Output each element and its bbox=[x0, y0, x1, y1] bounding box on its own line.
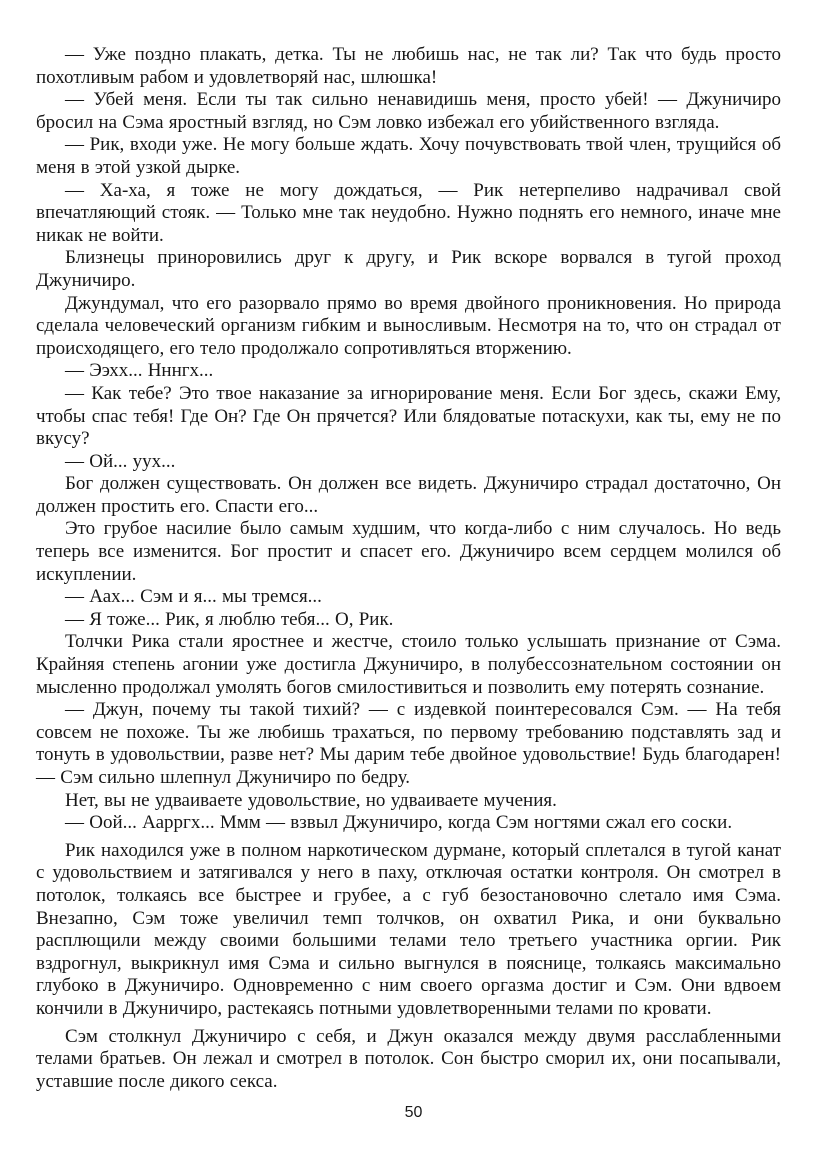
paragraph: — Уже поздно плакать, детка. Ты не любишь нас, не так ли? Так что будь просто похотливым рабом и удовлетворяй нас, шлюшка! bbox=[36, 44, 781, 88]
paragraph: — Как тебе? Это твое наказание за игнорирование меня. Если Бог здесь, скажи Ему, чтобы спас тебя! Где Он? Где Он прячется? Или блядоватые потаскухи, как ты, ему не по вкусу? bbox=[36, 382, 781, 450]
paragraph: Сэм столкнул Джуничиро с себя, и Джун оказался между двумя расслабленными телами братьев. Он лежал и смотрел в потолок. Сон быстро сморил их, они посапывали, уставшие после дикого секса. bbox=[36, 1025, 781, 1092]
paragraph: — Ой... уух... bbox=[65, 450, 176, 472]
paragraph: Рик находился уже в полном наркотическом дурмане, который сплетался в тугой канат с удовольствием и затягивался у него в паху, отключая остатки контроля. Он смотрел в потолок, толкаясь все быстрее и грубее, а с губ безостановочно слетало имя Сэма. Внезапно, Сэм тоже увеличил темп толчков, он охватил Рика, и они буквально расплющили между своими большими телами тело третьего участника оргии. Рик вздрогнул, выкрикнул имя Сэма и сильно выгнулся в пояснице, толкаясь максимально глубоко в Джуничиро. Одновременно с ним своего оргазма достиг и Сэм. Они вдвоем кончили в Джуничиро, растекаясь потными удовлетворенными телами по кровати. bbox=[36, 839, 781, 1019]
paragraph: — Джун, почему ты такой тихий? — с издевкой поинтересовался Сэм. — На тебя совсем не похоже. Ты же любишь трахаться, по первому требованию подставлять зад и тонуть в удовольствии, разве нет? Мы дарим тебе двойное удовольствие! Будь благодарен! — Сэм сильно шлепнул Джуничиро по бедру. bbox=[36, 699, 781, 788]
page-number: 50 bbox=[404, 1104, 423, 1121]
paragraph: Толчки Рика стали яростнее и жестче, стоило только услышать признание от Сэма. Крайняя степень агонии уже достигла Джуничиро, в полубессознательном состоянии он мысленно продолжал умолять богов смилостивиться и позволить ему потерять сознание. bbox=[36, 631, 781, 698]
paragraph: — Убей меня. Если ты так сильно ненавидишь меня, просто убей! — Джуничиро бросил на Сэма яростный взгляд, но Сэм ловко избежал его убийственного взгляда. bbox=[36, 89, 781, 133]
paragraph: Бог должен существовать. Он должен все видеть. Джуничиро страдал достаточно, Он должен простить его. Спасти его... bbox=[36, 473, 781, 517]
paragraph: — Оой... Аарргх... Ммм — взвыл Джуничиро, когда Сэм ногтями сжал его соски. bbox=[65, 812, 733, 834]
paragraph: — Ээхх... Нннгх... bbox=[65, 360, 214, 382]
paragraph: Близнецы приноровились друг к другу, и Рик вскоре ворвался в тугой проход Джуничиро. bbox=[36, 247, 781, 291]
paragraph: — Рик, входи уже. Не могу больше ждать. Хочу почувствовать твой член, трущийся об меня в этой узкой дырке. bbox=[36, 134, 781, 178]
paragraph: Нет, вы не удваиваете удовольствие, но удваиваете мучения. bbox=[65, 789, 557, 811]
paragraph: Это грубое насилие было самым худшим, что когда-либо с ним случалось. Но ведь теперь все изменится. Бог простит и спасет его. Джуничиро всем сердцем молился об искуплении. bbox=[36, 518, 781, 585]
paragraph: — Ха-ха, я тоже не могу дождаться, — Рик нетерпеливо надрачивал свой впечатляющий стояк. — Только мне так неудобно. Нужно поднять его немного, иначе мне никак не войти. bbox=[36, 179, 781, 246]
paragraph: Джундумал, что его разорвало прямо во время двойного проникновения. Но природа сделала человеческий организм гибким и выносливым. Несмотря на то, что он страдал от происходящего, его тело продолжало сопротивляться вторжению. bbox=[36, 292, 781, 359]
page-text bbox=[36, 44, 781, 1093]
paragraph: — Я тоже... Рик, я люблю тебя... О, Рик. bbox=[65, 608, 394, 630]
paragraph: — Аах... Сэм и я... мы тремся... bbox=[65, 586, 322, 608]
